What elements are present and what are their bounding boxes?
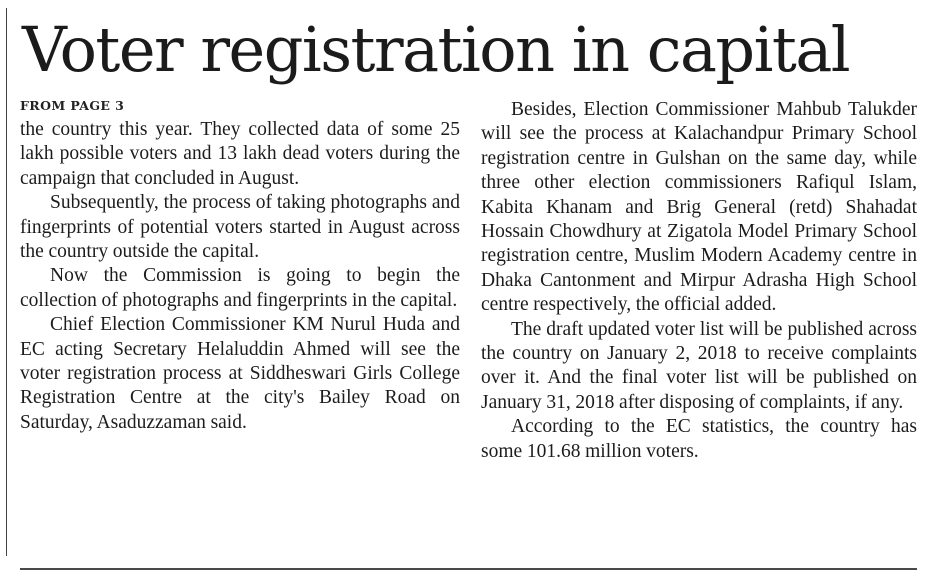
article-column-left (20, 98, 460, 435)
column-rule-left (6, 8, 7, 556)
continuation-kicker: FROM PAGE 3 (20, 98, 125, 113)
paragraph: the country this year. They collected data of some 25 lakh possible voters and 13 lakh dead voters during the campaign that concluded in August. (20, 119, 460, 189)
paragraph: According to the EC statistics, the country has some 101.68 million voters. (481, 416, 917, 462)
paragraph: Now the Commission is going to begin the collection of photographs and fingerprints in the capital. (20, 265, 460, 311)
paragraph: Chief Election Commissioner KM Nurul Huda and EC acting Secretary Helaluddin Ahmed will see the voter registration process at Siddheswari Girls College Registration Centre at the city's Bailey Road on Saturday, Asaduzzaman said. (20, 314, 460, 433)
paragraph: The draft updated voter list will be published across the country on January 2, 2018 to receive complaints over it. And the final voter list will be published on January 31, 2018 after disposing of complaints, if any. (481, 318, 917, 413)
headline: Voter registration in capital (22, 13, 850, 86)
article-column-right (481, 98, 917, 464)
paragraph: Subsequently, the process of taking photographs and fingerprints of potential voters started in August across the country outside the capital. (20, 192, 460, 263)
paragraph: Besides, Election Commissioner Mahbub Talukder will see the process at Kalachandpur Primary School registration centre in Gulshan on the same day, while three other election commissioners Rafiqul Islam, Kabita Khanam and Brig General (retd) Shahadat Hossain Chowdhury at Zigatola Model Primary School registration centre, Muslim Modern Academy centre in Dhaka Cantonment and Mirpur Adrasha High School centre respectively, the official added. (481, 99, 917, 316)
bottom-rule (20, 568, 917, 570)
